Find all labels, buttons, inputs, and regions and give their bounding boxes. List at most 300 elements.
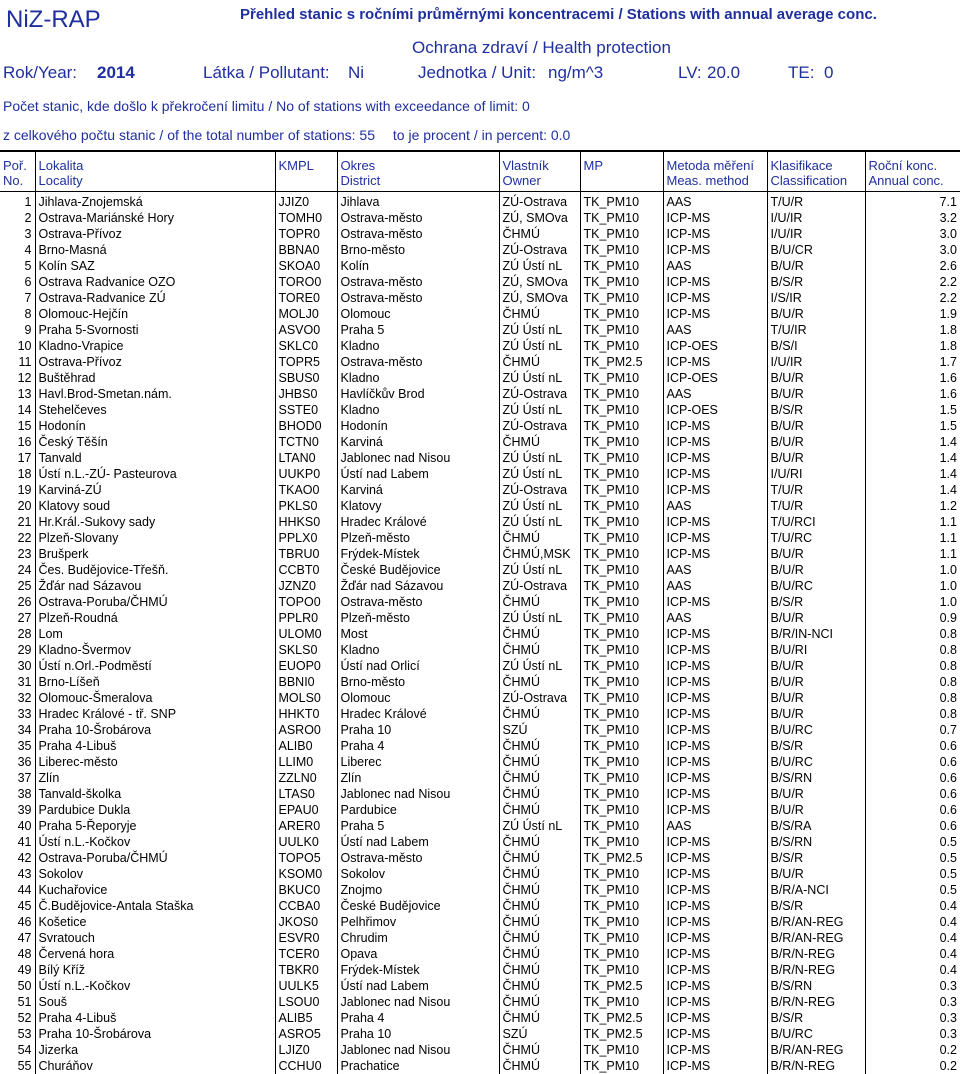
cell-district: Liberec: [337, 754, 499, 770]
cell-no: 1: [0, 192, 35, 211]
cell-owner: ZÚ Ústí nL: [499, 258, 580, 274]
table-row: [0, 802, 960, 818]
cell-district: Hradec Králové: [337, 706, 499, 722]
table-row: [0, 946, 960, 962]
cell-kmpl: KSOM0: [275, 866, 337, 882]
table-row: [0, 386, 960, 402]
cell-annual-conc: 0.4: [865, 914, 960, 930]
cell-district: Jablonec nad Nisou: [337, 1042, 499, 1058]
cell-no: 52: [0, 1010, 35, 1026]
table-row: [0, 466, 960, 482]
cell-no: 18: [0, 466, 35, 482]
cell-annual-conc: 0.9: [865, 610, 960, 626]
cell-method: AAS: [663, 192, 767, 211]
cell-locality: Jihlava-Znojemská: [35, 192, 275, 211]
cell-owner: ZÚ Ústí nL: [499, 610, 580, 626]
cell-district: Karviná: [337, 482, 499, 498]
cell-method: AAS: [663, 562, 767, 578]
cell-method: ICP-MS: [663, 274, 767, 290]
cell-owner: ČHMÚ: [499, 434, 580, 450]
cell-no: 8: [0, 306, 35, 322]
cell-mp: TK_PM10: [580, 258, 663, 274]
cell-classification: B/R/A-NCI: [767, 882, 865, 898]
cell-mp: TK_PM2.5: [580, 1026, 663, 1042]
report-header: [0, 0, 960, 152]
cell-kmpl: BBNI0: [275, 674, 337, 690]
cell-locality: Bílý Kříž: [35, 962, 275, 978]
table-row: [0, 850, 960, 866]
cell-locality: Žďár nad Sázavou: [35, 578, 275, 594]
cell-district: Ostrava-město: [337, 354, 499, 370]
cell-classification: B/S/R: [767, 850, 865, 866]
cell-district: Brno-město: [337, 674, 499, 690]
cell-kmpl: ALIB5: [275, 1010, 337, 1026]
col-header-annual-conc-en: Annual conc.: [865, 173, 960, 192]
cell-method: ICP-MS: [663, 994, 767, 1010]
cell-no: 45: [0, 898, 35, 914]
cell-no: 17: [0, 450, 35, 466]
table-row: [0, 834, 960, 850]
cell-no: 50: [0, 978, 35, 994]
cell-classification: B/U/R: [767, 306, 865, 322]
col-header-kmpl-en: [275, 173, 337, 192]
total-value: 55: [359, 127, 375, 143]
cell-method: ICP-MS: [663, 834, 767, 850]
cell-method: ICP-MS: [663, 418, 767, 434]
cell-mp: TK_PM10: [580, 754, 663, 770]
cell-mp: TK_PM10: [580, 226, 663, 242]
table-row: [0, 882, 960, 898]
cell-locality: Kladno-Švermov: [35, 642, 275, 658]
cell-locality: Karviná-ZÚ: [35, 482, 275, 498]
cell-mp: TK_PM10: [580, 402, 663, 418]
cell-annual-conc: 0.3: [865, 1010, 960, 1026]
cell-method: ICP-MS: [663, 962, 767, 978]
table-row: [0, 706, 960, 722]
cell-method: ICP-MS: [663, 770, 767, 786]
cell-kmpl: TBRU0: [275, 546, 337, 562]
cell-kmpl: LTAN0: [275, 450, 337, 466]
cell-annual-conc: 1.4: [865, 466, 960, 482]
cell-no: 43: [0, 866, 35, 882]
cell-annual-conc: 0.6: [865, 770, 960, 786]
cell-locality: Ústí n.Orl.-Podměstí: [35, 658, 275, 674]
cell-kmpl: ASVO0: [275, 322, 337, 338]
cell-kmpl: LTAS0: [275, 786, 337, 802]
cell-mp: TK_PM10: [580, 914, 663, 930]
cell-district: Hradec Králové: [337, 514, 499, 530]
cell-classification: B/S/R: [767, 898, 865, 914]
cell-annual-conc: 0.6: [865, 754, 960, 770]
cell-no: 3: [0, 226, 35, 242]
col-header-classification: Klasifikace: [767, 151, 865, 173]
table-row: [0, 546, 960, 562]
cell-classification: B/S/RA: [767, 818, 865, 834]
table-row: [0, 226, 960, 242]
cell-no: 55: [0, 1058, 35, 1074]
cell-classification: B/S/R: [767, 402, 865, 418]
cell-locality: Český Těšín: [35, 434, 275, 450]
table-row: [0, 1026, 960, 1042]
cell-district: Ústí nad Labem: [337, 978, 499, 994]
cell-locality: Praha 5-Svornosti: [35, 322, 275, 338]
cell-annual-conc: 1.8: [865, 322, 960, 338]
cell-kmpl: TBKR0: [275, 962, 337, 978]
cell-mp: TK_PM10: [580, 930, 663, 946]
cell-kmpl: LJIZ0: [275, 1042, 337, 1058]
cell-no: 46: [0, 914, 35, 930]
table-row: [0, 898, 960, 914]
cell-locality: Jizerka: [35, 1042, 275, 1058]
cell-method: AAS: [663, 610, 767, 626]
cell-method: ICP-MS: [663, 450, 767, 466]
cell-owner: ZÚ-Ostrava: [499, 482, 580, 498]
total-text: z celkového počtu stanic / of the total number of stations:: [3, 127, 356, 143]
cell-owner: ZÚ Ústí nL: [499, 818, 580, 834]
table-row: [0, 1058, 960, 1074]
table-row: [0, 754, 960, 770]
cell-no: 28: [0, 626, 35, 642]
cell-locality: Pardubice Dukla: [35, 802, 275, 818]
pollutant-label: Látka / Pollutant:: [203, 63, 330, 83]
cell-method: ICP-MS: [663, 898, 767, 914]
table-row: [0, 658, 960, 674]
cell-annual-conc: 1.1: [865, 530, 960, 546]
cell-method: ICP-MS: [663, 210, 767, 226]
cell-kmpl: TORE0: [275, 290, 337, 306]
cell-district: Kolín: [337, 258, 499, 274]
cell-annual-conc: 1.8: [865, 338, 960, 354]
cell-kmpl: TCTN0: [275, 434, 337, 450]
cell-classification: B/R/AN-REG: [767, 914, 865, 930]
cell-kmpl: CCHU0: [275, 1058, 337, 1074]
cell-owner: ZÚ Ústí nL: [499, 370, 580, 386]
cell-no: 10: [0, 338, 35, 354]
col-header-kmpl: KMPL: [275, 151, 337, 173]
cell-method: ICP-MS: [663, 1058, 767, 1074]
cell-no: 31: [0, 674, 35, 690]
cell-mp: TK_PM10: [580, 322, 663, 338]
cell-mp: TK_PM10: [580, 514, 663, 530]
cell-district: Jihlava: [337, 192, 499, 211]
col-header-locality: Lokalita: [35, 151, 275, 173]
cell-owner: ČHMÚ: [499, 802, 580, 818]
cell-owner: ČHMÚ: [499, 930, 580, 946]
table-row: [0, 690, 960, 706]
cell-annual-conc: 0.6: [865, 818, 960, 834]
cell-district: České Budějovice: [337, 562, 499, 578]
cell-classification: I/U/RI: [767, 466, 865, 482]
cell-district: Ostrava-město: [337, 594, 499, 610]
cell-owner: ZÚ Ústí nL: [499, 450, 580, 466]
cell-locality: Praha 4-Libuš: [35, 1010, 275, 1026]
cell-kmpl: ESVR0: [275, 930, 337, 946]
cell-kmpl: UULK0: [275, 834, 337, 850]
cell-classification: B/U/CR: [767, 242, 865, 258]
cell-annual-conc: 1.7: [865, 354, 960, 370]
cell-method: ICP-OES: [663, 338, 767, 354]
cell-classification: I/U/IR: [767, 354, 865, 370]
cell-method: ICP-MS: [663, 434, 767, 450]
cell-classification: B/U/R: [767, 786, 865, 802]
cell-kmpl: BHOD0: [275, 418, 337, 434]
cell-method: ICP-MS: [663, 306, 767, 322]
cell-district: Plzeň-město: [337, 610, 499, 626]
cell-locality: Liberec-město: [35, 754, 275, 770]
cell-owner: ČHMÚ: [499, 866, 580, 882]
cell-owner: ZÚ-Ostrava: [499, 192, 580, 211]
cell-mp: TK_PM10: [580, 946, 663, 962]
cell-method: ICP-MS: [663, 706, 767, 722]
cell-owner: ČHMÚ: [499, 306, 580, 322]
cell-annual-conc: 0.6: [865, 802, 960, 818]
cell-locality: Churáňov: [35, 1058, 275, 1074]
cell-district: České Budějovice: [337, 898, 499, 914]
cell-no: 2: [0, 210, 35, 226]
cell-kmpl: ASRO0: [275, 722, 337, 738]
cell-annual-conc: 0.4: [865, 898, 960, 914]
cell-owner: ČHMÚ: [499, 786, 580, 802]
cell-owner: ČHMÚ: [499, 754, 580, 770]
cell-method: ICP-MS: [663, 466, 767, 482]
cell-mp: TK_PM10: [580, 386, 663, 402]
cell-district: Kladno: [337, 402, 499, 418]
cell-annual-conc: 2.6: [865, 258, 960, 274]
cell-kmpl: SKOA0: [275, 258, 337, 274]
cell-mp: TK_PM10: [580, 866, 663, 882]
cell-mp: TK_PM10: [580, 450, 663, 466]
table-row: [0, 962, 960, 978]
cell-kmpl: JZNZ0: [275, 578, 337, 594]
cell-no: 32: [0, 690, 35, 706]
header-row-english: [0, 173, 960, 192]
cell-district: Praha 5: [337, 818, 499, 834]
year-label: Rok/Year:: [3, 63, 77, 83]
cell-district: Praha 5: [337, 322, 499, 338]
cell-mp: TK_PM10: [580, 706, 663, 722]
te-value: 0: [824, 63, 833, 83]
cell-classification: B/U/R: [767, 802, 865, 818]
cell-locality: Tanvald: [35, 450, 275, 466]
cell-mp: TK_PM10: [580, 498, 663, 514]
cell-kmpl: PKLS0: [275, 498, 337, 514]
cell-annual-conc: 1.1: [865, 514, 960, 530]
cell-kmpl: TKAO0: [275, 482, 337, 498]
cell-district: Havlíčkův Brod: [337, 386, 499, 402]
cell-method: ICP-MS: [663, 738, 767, 754]
cell-kmpl: UUKP0: [275, 466, 337, 482]
cell-classification: B/R/AN-REG: [767, 1042, 865, 1058]
table-row: [0, 930, 960, 946]
cell-mp: TK_PM10: [580, 1058, 663, 1074]
cell-owner: ZÚ Ústí nL: [499, 514, 580, 530]
cell-locality: Kolín SAZ: [35, 258, 275, 274]
col-header-mp: MP: [580, 151, 663, 173]
col-header-classification-en: Classification: [767, 173, 865, 192]
cell-owner: ČHMÚ: [499, 1058, 580, 1074]
cell-no: 54: [0, 1042, 35, 1058]
cell-method: AAS: [663, 258, 767, 274]
cell-locality: Olomouc-Hejčín: [35, 306, 275, 322]
cell-mp: TK_PM10: [580, 834, 663, 850]
cell-classification: B/U/R: [767, 370, 865, 386]
cell-method: ICP-OES: [663, 370, 767, 386]
report-title: Přehled stanic s ročními průměrnými koncentracemi / Stations with annual average conc.: [240, 6, 877, 23]
cell-classification: T/U/RCI: [767, 514, 865, 530]
cell-owner: ZÚ, SMOva: [499, 290, 580, 306]
table-row: [0, 610, 960, 626]
cell-method: AAS: [663, 578, 767, 594]
cell-no: 11: [0, 354, 35, 370]
cell-district: Ostrava-město: [337, 210, 499, 226]
cell-annual-conc: 3.0: [865, 226, 960, 242]
cell-method: ICP-MS: [663, 290, 767, 306]
cell-kmpl: TCER0: [275, 946, 337, 962]
table-row: [0, 994, 960, 1010]
cell-owner: ČHMÚ: [499, 354, 580, 370]
cell-district: Praha 10: [337, 1026, 499, 1042]
cell-no: 24: [0, 562, 35, 578]
cell-annual-conc: 0.4: [865, 962, 960, 978]
cell-kmpl: TORO0: [275, 274, 337, 290]
cell-district: Ústí nad Labem: [337, 466, 499, 482]
table-row: [0, 866, 960, 882]
cell-locality: Buštěhrad: [35, 370, 275, 386]
cell-locality: Praha 4-Libuš: [35, 738, 275, 754]
cell-classification: B/R/N-REG: [767, 946, 865, 962]
cell-annual-conc: 0.3: [865, 1026, 960, 1042]
cell-annual-conc: 1.0: [865, 578, 960, 594]
cell-owner: ČHMÚ: [499, 898, 580, 914]
cell-annual-conc: 1.4: [865, 434, 960, 450]
cell-classification: B/S/RN: [767, 978, 865, 994]
year-value: 2014: [97, 63, 135, 83]
cell-locality: Praha 10-Šrobárova: [35, 1026, 275, 1042]
table-row: [0, 1042, 960, 1058]
cell-locality: Praha 10-Šrobárova: [35, 722, 275, 738]
cell-mp: TK_PM10: [580, 642, 663, 658]
cell-classification: B/U/RC: [767, 1026, 865, 1042]
table-row: [0, 722, 960, 738]
cell-no: 29: [0, 642, 35, 658]
exceedance-line: [3, 98, 530, 114]
cell-owner: ČHMÚ: [499, 1042, 580, 1058]
cell-owner: ČHMÚ: [499, 594, 580, 610]
cell-district: Frýdek-Místek: [337, 546, 499, 562]
cell-district: Jablonec nad Nisou: [337, 450, 499, 466]
lv-value: 20.0: [707, 63, 740, 83]
cell-owner: ČHMÚ: [499, 882, 580, 898]
cell-annual-conc: 0.2: [865, 1058, 960, 1074]
cell-mp: TK_PM10: [580, 994, 663, 1010]
cell-annual-conc: 7.1: [865, 192, 960, 211]
cell-owner: ZÚ-Ostrava: [499, 242, 580, 258]
cell-mp: TK_PM10: [580, 738, 663, 754]
cell-kmpl: TOMH0: [275, 210, 337, 226]
exceedance-text: Počet stanic, kde došlo k překročení limitu / No of stations with exceedance of limit:: [3, 98, 518, 114]
cell-annual-conc: 1.1: [865, 546, 960, 562]
cell-method: ICP-MS: [663, 626, 767, 642]
cell-method: ICP-MS: [663, 850, 767, 866]
cell-district: Zlín: [337, 770, 499, 786]
cell-locality: Ostrava-Mariánské Hory: [35, 210, 275, 226]
cell-mp: TK_PM10: [580, 1042, 663, 1058]
cell-classification: B/U/R: [767, 386, 865, 402]
cell-annual-conc: 1.9: [865, 306, 960, 322]
col-header-method-en: Meas. method: [663, 173, 767, 192]
col-header-no: Poř.: [0, 151, 35, 173]
table-row: [0, 482, 960, 498]
col-header-annual-conc: Roční konc.: [865, 151, 960, 173]
cell-classification: B/U/R: [767, 258, 865, 274]
cell-annual-conc: 1.5: [865, 418, 960, 434]
cell-mp: TK_PM10: [580, 898, 663, 914]
cell-owner: ZÚ, SMOva: [499, 274, 580, 290]
cell-locality: Plzeň-Slovany: [35, 530, 275, 546]
cell-method: ICP-MS: [663, 866, 767, 882]
cell-kmpl: ALIB0: [275, 738, 337, 754]
cell-no: 26: [0, 594, 35, 610]
cell-no: 48: [0, 946, 35, 962]
cell-no: 37: [0, 770, 35, 786]
lv-label: LV:: [678, 63, 702, 83]
cell-district: Praha 4: [337, 1010, 499, 1026]
cell-locality: Sokolov: [35, 866, 275, 882]
cell-locality: Zlín: [35, 770, 275, 786]
cell-locality: Klatovy soud: [35, 498, 275, 514]
cell-mp: TK_PM10: [580, 562, 663, 578]
cell-locality: Hr.Král.-Sukovy sady: [35, 514, 275, 530]
cell-owner: ČHMÚ: [499, 946, 580, 962]
cell-no: 22: [0, 530, 35, 546]
cell-owner: ČHMÚ: [499, 914, 580, 930]
table-row: [0, 338, 960, 354]
cell-classification: B/S/RN: [767, 770, 865, 786]
cell-annual-conc: 1.6: [865, 370, 960, 386]
percent-value: 0.0: [551, 127, 570, 143]
cell-classification: B/U/R: [767, 706, 865, 722]
cell-method: AAS: [663, 498, 767, 514]
cell-no: 49: [0, 962, 35, 978]
cell-owner: ZÚ, SMOva: [499, 210, 580, 226]
cell-owner: ČHMÚ: [499, 674, 580, 690]
cell-owner: ZÚ Ústí nL: [499, 466, 580, 482]
cell-mp: TK_PM10: [580, 882, 663, 898]
cell-method: ICP-MS: [663, 530, 767, 546]
cell-method: ICP-MS: [663, 914, 767, 930]
table-row: [0, 738, 960, 754]
cell-owner: ČHMÚ: [499, 226, 580, 242]
unit-label: Jednotka / Unit:: [418, 63, 536, 83]
cell-classification: B/U/RI: [767, 642, 865, 658]
stations-table: [0, 151, 960, 1074]
cell-no: 41: [0, 834, 35, 850]
col-header-district-en: District: [337, 173, 499, 192]
cell-method: ICP-MS: [663, 658, 767, 674]
cell-annual-conc: 0.8: [865, 674, 960, 690]
table-row: [0, 674, 960, 690]
cell-district: Pelhřimov: [337, 914, 499, 930]
cell-no: 39: [0, 802, 35, 818]
cell-district: Frýdek-Místek: [337, 962, 499, 978]
cell-kmpl: ZZLN0: [275, 770, 337, 786]
cell-method: ICP-OES: [663, 402, 767, 418]
cell-mp: TK_PM2.5: [580, 354, 663, 370]
cell-locality: Ostrava-Přívoz: [35, 354, 275, 370]
cell-district: Hodonín: [337, 418, 499, 434]
cell-owner: ZÚ Ústí nL: [499, 322, 580, 338]
cell-annual-conc: 1.4: [865, 482, 960, 498]
